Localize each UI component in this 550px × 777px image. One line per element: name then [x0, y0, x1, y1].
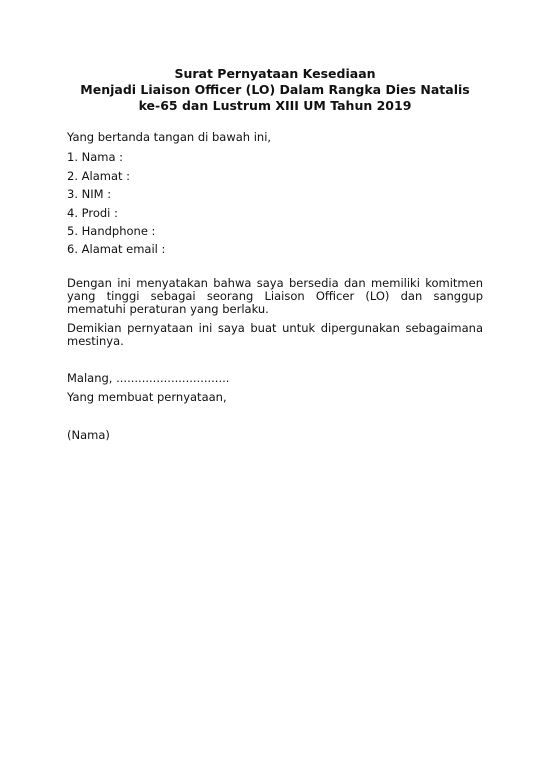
- closing-paragraph: Demikian pernyataan ini saya buat untuk dipergunakan sebagaimana mestinya.: [67, 321, 483, 348]
- title-line-2: Menjadi Liaison Officer (LO) Dalam Rangka Dies Natalis: [80, 82, 470, 97]
- field-nama: 1. Nama :: [67, 150, 124, 164]
- signer-name: (Nama): [67, 428, 110, 442]
- signer-label: Yang membuat pernyataan,: [67, 390, 227, 404]
- field-handphone: 5. Handphone :: [67, 224, 156, 238]
- field-alamat: 2. Alamat :: [67, 169, 131, 183]
- field-prodi: 4. Prodi :: [67, 206, 118, 220]
- field-email: 6. Alamat email :: [67, 242, 166, 256]
- title-line-3: ke-65 dan Lustrum XIII UM Tahun 2019: [138, 98, 412, 113]
- field-nim: 3. NIM :: [67, 187, 112, 201]
- intro-text: Yang bertanda tangan di bawah ini,: [67, 130, 272, 144]
- statement-paragraph: Dengan ini menyatakan bahwa saya bersedia dan memiliki komitmen yang tinggi sebagai seorang Liaison Officer (LO) dan sanggup mematuhi peraturan yang berlaku.: [67, 276, 483, 316]
- title-line-1: Surat Pernyataan Kesediaan: [174, 66, 376, 81]
- place-date: Malang, ...............................: [67, 371, 230, 385]
